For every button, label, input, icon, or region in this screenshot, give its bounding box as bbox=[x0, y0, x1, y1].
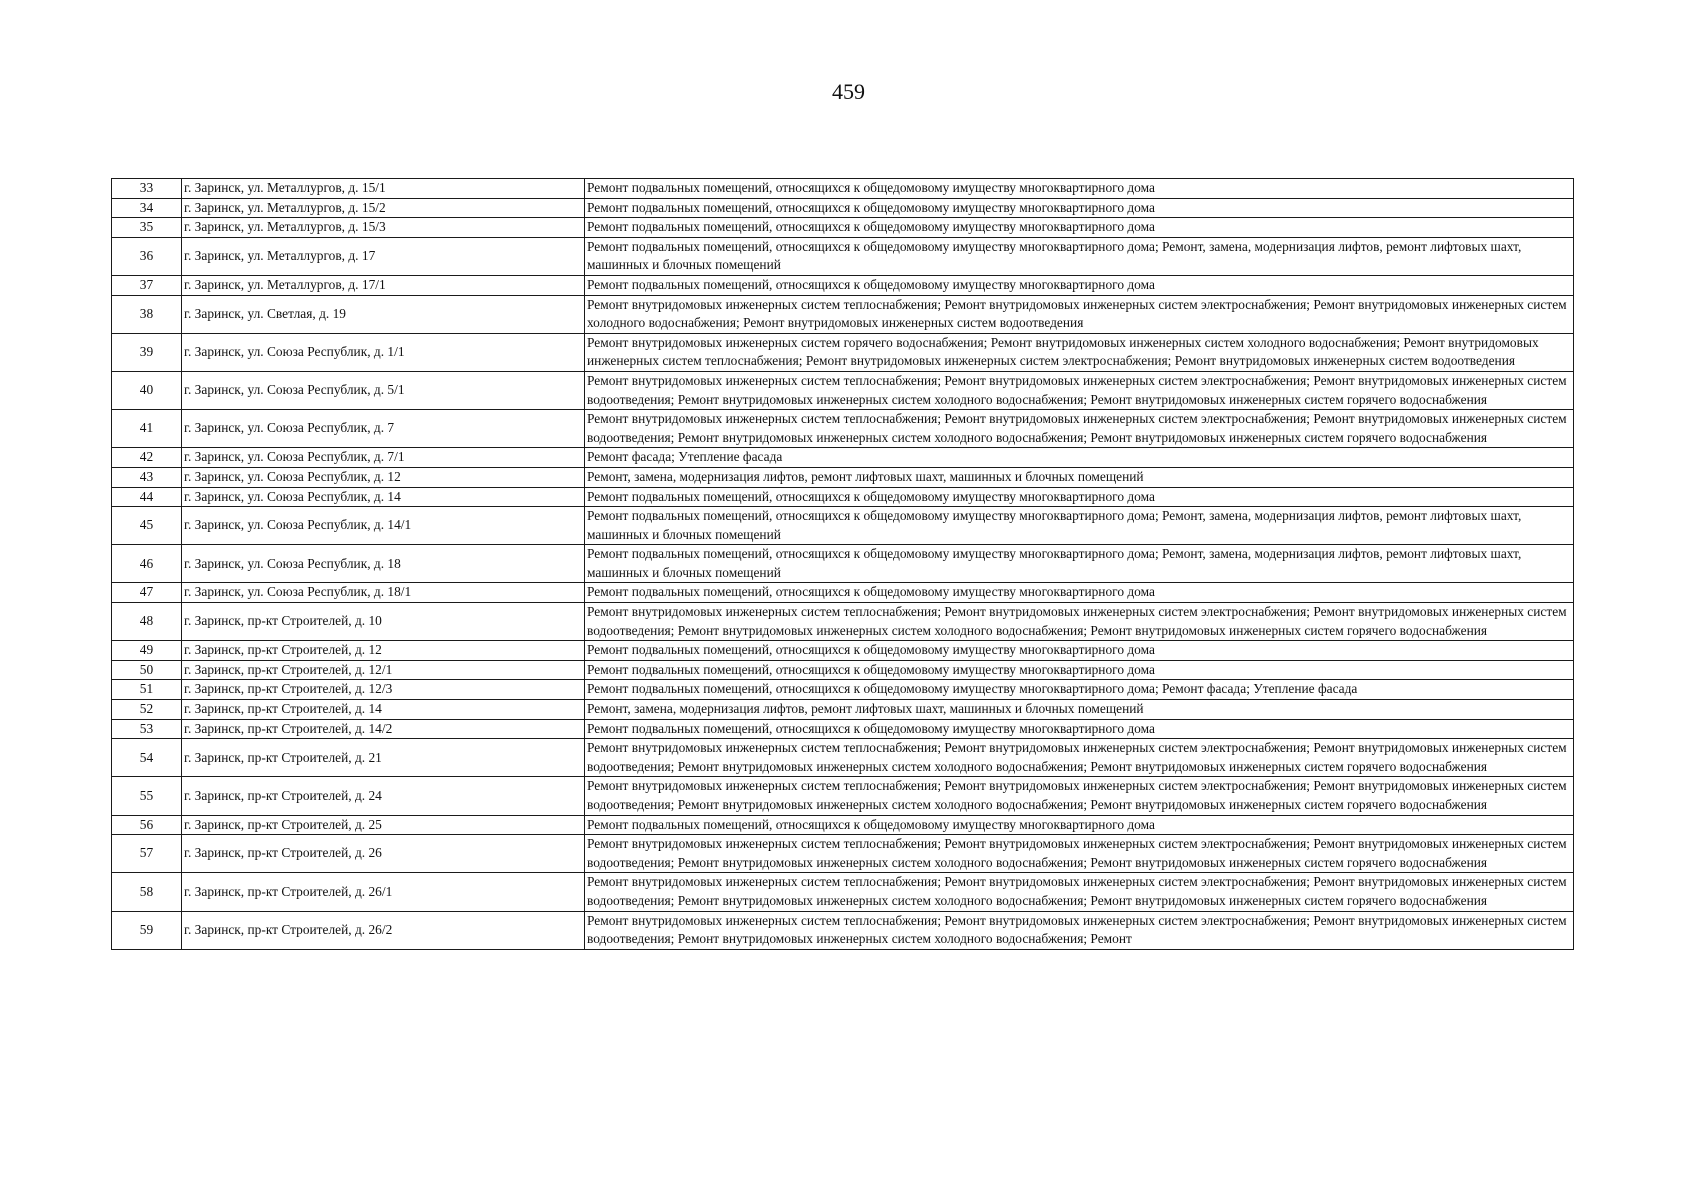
table-row bbox=[112, 739, 1574, 777]
row-number: 51 bbox=[112, 680, 182, 700]
row-works: Ремонт подвальных помещений, относящихся к общедомовому имуществу многоквартирного дома; Ремонт, замена, модернизация лифтов, ремонт лифтовых шахт, машинных и блочных помещений bbox=[585, 545, 1574, 583]
row-address: г. Заринск, ул. Металлургов, д. 17 bbox=[182, 237, 585, 275]
row-works: Ремонт внутридомовых инженерных систем теплоснабжения; Ремонт внутридомовых инженерных систем электроснабжения; Ремонт внутридомовых инженерных систем водоотведения; Ремонт внутридомовых инженерных систем холодного водоснабжения; Ремонт внутридомовых инженерных систем горячего водоснабжения bbox=[585, 873, 1574, 911]
table-row bbox=[112, 641, 1574, 661]
table-row bbox=[112, 448, 1574, 468]
row-number: 38 bbox=[112, 295, 182, 333]
row-number: 58 bbox=[112, 873, 182, 911]
row-works: Ремонт подвальных помещений, относящихся к общедомовому имуществу многоквартирного дома bbox=[585, 583, 1574, 603]
row-works: Ремонт подвальных помещений, относящихся к общедомовому имуществу многоквартирного дома bbox=[585, 198, 1574, 218]
row-works: Ремонт подвальных помещений, относящихся к общедомовому имуществу многоквартирного дома; Ремонт фасада; Утепление фасада bbox=[585, 680, 1574, 700]
row-number: 57 bbox=[112, 835, 182, 873]
row-number: 43 bbox=[112, 467, 182, 487]
works-table bbox=[111, 178, 1574, 950]
row-works: Ремонт подвальных помещений, относящихся к общедомовому имуществу многоквартирного дома bbox=[585, 815, 1574, 835]
table-row bbox=[112, 218, 1574, 238]
row-number: 46 bbox=[112, 545, 182, 583]
row-address: г. Заринск, ул. Металлургов, д. 15/1 bbox=[182, 179, 585, 199]
row-works: Ремонт внутридомовых инженерных систем теплоснабжения; Ремонт внутридомовых инженерных систем электроснабжения; Ремонт внутридомовых инженерных систем водоотведения; Ремонт внутридомовых инженерных систем холодного водоснабжения; Ремонт bbox=[585, 911, 1574, 949]
row-address: г. Заринск, ул. Металлургов, д. 17/1 bbox=[182, 275, 585, 295]
row-works: Ремонт подвальных помещений, относящихся к общедомовому имуществу многоквартирного дома bbox=[585, 218, 1574, 238]
row-works: Ремонт внутридомовых инженерных систем теплоснабжения; Ремонт внутридомовых инженерных систем электроснабжения; Ремонт внутридомовых инженерных систем водоотведения; Ремонт внутридомовых инженерных систем холодного водоснабжения; Ремонт внутридомовых инженерных систем горячего водоснабжения bbox=[585, 835, 1574, 873]
row-address: г. Заринск, ул. Металлургов, д. 15/2 bbox=[182, 198, 585, 218]
row-address: г. Заринск, ул. Союза Республик, д. 18 bbox=[182, 545, 585, 583]
row-works: Ремонт внутридомовых инженерных систем теплоснабжения; Ремонт внутридомовых инженерных систем электроснабжения; Ремонт внутридомовых инженерных систем водоотведения; Ремонт внутридомовых инженерных систем холодного водоснабжения; Ремонт внутридомовых инженерных систем горячего водоснабжения bbox=[585, 410, 1574, 448]
row-address: г. Заринск, ул. Союза Республик, д. 14/1 bbox=[182, 507, 585, 545]
row-works: Ремонт, замена, модернизация лифтов, ремонт лифтовых шахт, машинных и блочных помещений bbox=[585, 467, 1574, 487]
row-address: г. Заринск, пр-кт Строителей, д. 10 bbox=[182, 603, 585, 641]
row-works: Ремонт фасада; Утепление фасада bbox=[585, 448, 1574, 468]
table-row bbox=[112, 237, 1574, 275]
row-address: г. Заринск, ул. Союза Республик, д. 5/1 bbox=[182, 371, 585, 409]
row-works: Ремонт внутридомовых инженерных систем теплоснабжения; Ремонт внутридомовых инженерных систем электроснабжения; Ремонт внутридомовых инженерных систем холодного водоснабжения; Ремонт внутридомовых инженерных систем водоотведения bbox=[585, 295, 1574, 333]
table-row bbox=[112, 487, 1574, 507]
row-number: 54 bbox=[112, 739, 182, 777]
row-number: 37 bbox=[112, 275, 182, 295]
table-row bbox=[112, 815, 1574, 835]
row-address: г. Заринск, пр-кт Строителей, д. 26 bbox=[182, 835, 585, 873]
table-row bbox=[112, 719, 1574, 739]
row-number: 47 bbox=[112, 583, 182, 603]
row-works: Ремонт подвальных помещений, относящихся к общедомовому имуществу многоквартирного дома bbox=[585, 719, 1574, 739]
table-row bbox=[112, 275, 1574, 295]
table-row bbox=[112, 198, 1574, 218]
table-row bbox=[112, 911, 1574, 949]
row-address: г. Заринск, ул. Светлая, д. 19 bbox=[182, 295, 585, 333]
table-row bbox=[112, 333, 1574, 371]
table-row bbox=[112, 410, 1574, 448]
row-address: г. Заринск, пр-кт Строителей, д. 12/1 bbox=[182, 660, 585, 680]
table-row bbox=[112, 700, 1574, 720]
row-address: г. Заринск, ул. Металлургов, д. 15/3 bbox=[182, 218, 585, 238]
row-address: г. Заринск, ул. Союза Республик, д. 12 bbox=[182, 467, 585, 487]
row-works: Ремонт внутридомовых инженерных систем теплоснабжения; Ремонт внутридомовых инженерных систем электроснабжения; Ремонт внутридомовых инженерных систем водоотведения; Ремонт внутридомовых инженерных систем холодного водоснабжения; Ремонт внутридомовых инженерных систем горячего водоснабжения bbox=[585, 603, 1574, 641]
row-address: г. Заринск, пр-кт Строителей, д. 26/2 bbox=[182, 911, 585, 949]
row-number: 44 bbox=[112, 487, 182, 507]
table-row bbox=[112, 777, 1574, 815]
table-row bbox=[112, 603, 1574, 641]
row-address: г. Заринск, пр-кт Строителей, д. 14 bbox=[182, 700, 585, 720]
row-number: 55 bbox=[112, 777, 182, 815]
row-works: Ремонт внутридомовых инженерных систем горячего водоснабжения; Ремонт внутридомовых инженерных систем холодного водоснабжения; Ремонт внутридомовых инженерных систем теплоснабжения; Ремонт внутридомовых инженерных систем электроснабжения; Ремонт внутридомовых инженерных систем водоотведения bbox=[585, 333, 1574, 371]
row-works: Ремонт внутридомовых инженерных систем теплоснабжения; Ремонт внутридомовых инженерных систем электроснабжения; Ремонт внутридомовых инженерных систем водоотведения; Ремонт внутридомовых инженерных систем холодного водоснабжения; Ремонт внутридомовых инженерных систем горячего водоснабжения bbox=[585, 739, 1574, 777]
row-address: г. Заринск, пр-кт Строителей, д. 25 bbox=[182, 815, 585, 835]
table-row bbox=[112, 371, 1574, 409]
row-works: Ремонт подвальных помещений, относящихся к общедомовому имуществу многоквартирного дома bbox=[585, 641, 1574, 661]
table-row bbox=[112, 835, 1574, 873]
row-number: 35 bbox=[112, 218, 182, 238]
row-works: Ремонт подвальных помещений, относящихся к общедомовому имуществу многоквартирного дома; Ремонт, замена, модернизация лифтов, ремонт лифтовых шахт, машинных и блочных помещений bbox=[585, 237, 1574, 275]
row-works: Ремонт, замена, модернизация лифтов, ремонт лифтовых шахт, машинных и блочных помещений bbox=[585, 700, 1574, 720]
row-number: 41 bbox=[112, 410, 182, 448]
row-works: Ремонт подвальных помещений, относящихся к общедомовому имуществу многоквартирного дома bbox=[585, 275, 1574, 295]
table-row bbox=[112, 873, 1574, 911]
row-number: 53 bbox=[112, 719, 182, 739]
row-address: г. Заринск, пр-кт Строителей, д. 12 bbox=[182, 641, 585, 661]
row-number: 48 bbox=[112, 603, 182, 641]
row-works: Ремонт внутридомовых инженерных систем теплоснабжения; Ремонт внутридомовых инженерных систем электроснабжения; Ремонт внутридомовых инженерных систем водоотведения; Ремонт внутридомовых инженерных систем холодного водоснабжения; Ремонт внутридомовых инженерных систем горячего водоснабжения bbox=[585, 371, 1574, 409]
row-works: Ремонт подвальных помещений, относящихся к общедомовому имуществу многоквартирного дома bbox=[585, 487, 1574, 507]
row-address: г. Заринск, ул. Союза Республик, д. 18/1 bbox=[182, 583, 585, 603]
row-number: 36 bbox=[112, 237, 182, 275]
row-number: 49 bbox=[112, 641, 182, 661]
page-number: 459 bbox=[832, 79, 865, 104]
row-works: Ремонт подвальных помещений, относящихся к общедомовому имуществу многоквартирного дома bbox=[585, 660, 1574, 680]
table-body bbox=[112, 179, 1574, 950]
table-row bbox=[112, 507, 1574, 545]
row-number: 33 bbox=[112, 179, 182, 199]
row-number: 40 bbox=[112, 371, 182, 409]
row-works: Ремонт подвальных помещений, относящихся к общедомовому имуществу многоквартирного дома; Ремонт, замена, модернизация лифтов, ремонт лифтовых шахт, машинных и блочных помещений bbox=[585, 507, 1574, 545]
table-row bbox=[112, 467, 1574, 487]
table-row bbox=[112, 583, 1574, 603]
row-works: Ремонт внутридомовых инженерных систем теплоснабжения; Ремонт внутридомовых инженерных систем электроснабжения; Ремонт внутридомовых инженерных систем водоотведения; Ремонт внутридомовых инженерных систем холодного водоснабжения; Ремонт внутридомовых инженерных систем горячего водоснабжения bbox=[585, 777, 1574, 815]
row-address: г. Заринск, пр-кт Строителей, д. 14/2 bbox=[182, 719, 585, 739]
row-number: 56 bbox=[112, 815, 182, 835]
row-address: г. Заринск, пр-кт Строителей, д. 21 bbox=[182, 739, 585, 777]
row-number: 50 bbox=[112, 660, 182, 680]
row-number: 39 bbox=[112, 333, 182, 371]
row-works: Ремонт подвальных помещений, относящихся к общедомовому имуществу многоквартирного дома bbox=[585, 179, 1574, 199]
row-address: г. Заринск, ул. Союза Республик, д. 14 bbox=[182, 487, 585, 507]
table-row bbox=[112, 660, 1574, 680]
row-address: г. Заринск, пр-кт Строителей, д. 26/1 bbox=[182, 873, 585, 911]
row-number: 45 bbox=[112, 507, 182, 545]
row-address: г. Заринск, ул. Союза Республик, д. 7 bbox=[182, 410, 585, 448]
row-number: 34 bbox=[112, 198, 182, 218]
row-address: г. Заринск, ул. Союза Республик, д. 1/1 bbox=[182, 333, 585, 371]
table-row bbox=[112, 680, 1574, 700]
row-address: г. Заринск, пр-кт Строителей, д. 24 bbox=[182, 777, 585, 815]
table-row bbox=[112, 545, 1574, 583]
row-number: 42 bbox=[112, 448, 182, 468]
row-number: 52 bbox=[112, 700, 182, 720]
row-address: г. Заринск, пр-кт Строителей, д. 12/3 bbox=[182, 680, 585, 700]
table-row bbox=[112, 295, 1574, 333]
row-address: г. Заринск, ул. Союза Республик, д. 7/1 bbox=[182, 448, 585, 468]
table-row bbox=[112, 179, 1574, 199]
row-number: 59 bbox=[112, 911, 182, 949]
